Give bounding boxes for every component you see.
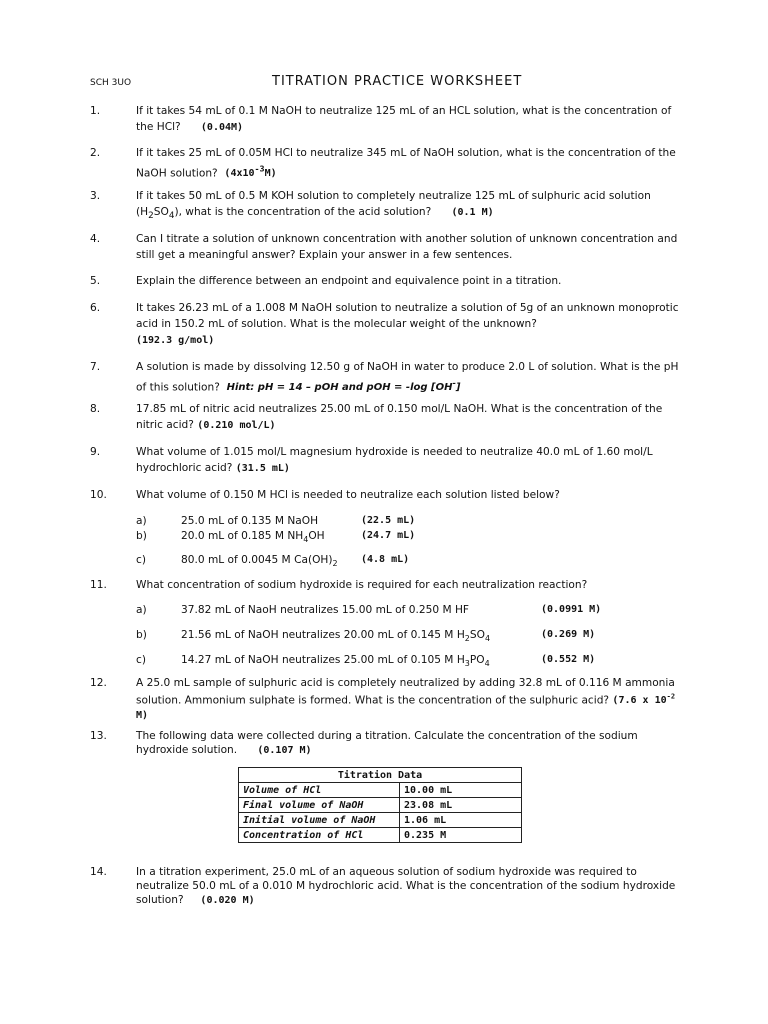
answer: (31.5 mL) <box>235 463 290 474</box>
question-3 <box>90 188 680 224</box>
worksheet-page: SCH 3UO TITRATION PRACTICE WORKSHEET 1. If it takes 54 mL of 0.1 M NaOH to neutralize 125 mL of an HCL solution, what is the concentration of the HCl? (0.04M) 2. If it takes 25 mL of 0.05M HCl to neutralize 345 mL of NaOH solution, what is the concentration of the NaOH solution? $(4x10^{-3}M)$ 3. If it takes 50 mL of 0.5 M KOH solution to completely neutralize 125 mL of sulphuric acid solution $(H_2SO_4)$, what is the concentration of the acid solution? (0.1 M) 4. Can I titrate a solution of unknown concentration with another solution of unknown concentration and still get a meaningful answer? Explain your answer in a few sentences. 5. Explain the difference between an endpoint and equivalence point in a titration. 6. It takes 26.23 mL of a 1.008 M NaOH solution to neutralize a solution of 5g of an unknown monoprotic acid in 150.2 mL of solution. What is the molecular weight of the unknown? (192.3 g/mol) 7. A solution is made by dissolving 12.50 g of NaOH in water to produce 2.0 L of solution. What is the pH of this solution? Hint: pH = 14 – pOH and pOH = -log [OH-] 8. 17.85 mL of nitric acid neutralizes 25.00 mL of 0.150 mol/L NaOH. What is the concentration of the nitric acid? (0.210 mol/L) 9. What volume of 1.015 mol/L magnesium hydroxide is needed to neutralize 40.0 mL of 1.60 mol/L hydrochloric acid? (31.5 mL) 10. What volume of 0.150 M HCl is needed to neutralize each solution listed below? a) 25.0 mL of 0.135 M NaOH (22.5 mL) b) 20.0 mL of 0.185 M $NH_4OH$ (24.7 mL) c) 80.0 mL of 0.0045 M $Ca(OH)_2$ (4.8 mL) 11. What concentration of sodium hydroxide is required for each neutralization reaction? a) 37.82 mL of NaoH neutralizes 15.00 mL of 0.250 M HF (0.0991 M) b) 21.56 mL of NaOH neutralizes 20.00 mL of 0.145 M $H_2SO_4$ (0.269 M) c) 14.27 mL of NaOH neutralizes 25.00 mL of 0.105 M $H_3PO_4$ (0.552 M) 12. A 25.0 mL sample of sulphuric acid is completely neutralized by adding 32.8 mL of 0.116 M ammonia solution. Ammonium sulphate is formed. What is the concentration of the sulphuric acid? (7.6 x $10^{-2}$ M) 13. The following data were collected during a titration. Calculate the concentration of the sodium hydroxide solution. (0.107 M) Titration Data Volume of HCl 10.00 mL Final volume of NaOH 23.08 mL Initial volume of NaOH 1.06 mL Concentration of HCl 0.235 M 14. In a titration experiment, 25.0 mL of an aqueous solution of sodium hydroxide was required to neutralize 50.0 mL of a 0.010 M hydrochloric acid. What is the concentration of the sodium hydroxide solution? (0.020 M) <box>90 74 679 906</box>
answer: (22.5 mL) <box>361 515 416 526</box>
question-10 <box>90 487 680 503</box>
question-number: 4. <box>90 233 101 245</box>
question-text: The following data were collected during a titration. Calculate the concentration of the sodium hydroxide solution. <box>136 730 638 756</box>
question-text: In a titration experiment, 25.0 mL of an aqueous solution of sodium hydroxide was required to neutralize 50.0 mL of a 0.010 M hydrochloric acid. What is the concentration of the sodium hydroxide solution? <box>136 866 676 906</box>
question-7 <box>90 359 680 396</box>
question-number: 3. <box>90 190 101 202</box>
question-4 <box>90 231 680 263</box>
question-number: 11. <box>90 579 107 591</box>
question-number: 14. <box>90 866 107 878</box>
question-number: 1. <box>90 105 101 117</box>
question-text: Explain the difference between an endpoint and equivalence point in a titration. <box>136 275 562 287</box>
table-row: Final volume of NaOH 23.08 mL <box>239 798 522 813</box>
question-number: 6. <box>90 302 101 314</box>
hint: Hint: pH = 14 – pOH and pOH = -log [OH-] <box>226 378 461 394</box>
answer: (24.7 mL) <box>361 530 416 541</box>
question-text: A solution is made by dissolving 12.50 g of NaOH in water to produce 2.0 L of solution. What is the pH of this solution? <box>136 361 679 394</box>
question-6 <box>90 300 680 349</box>
question-11 <box>90 577 680 593</box>
question-8 <box>90 401 680 434</box>
answer: (192.3 g/mol) <box>136 335 215 346</box>
question-text: What volume of 1.015 mol/L magnesium hydroxide is needed to neutralize 40.0 mL of 1.60 mol/L hydrochloric acid? <box>136 446 653 474</box>
question-number: 5. <box>90 275 101 287</box>
titration-data-table <box>238 767 522 843</box>
question-14 <box>90 865 680 908</box>
question-text: 17.85 mL of nitric acid neutralizes 25.00 mL of 0.150 mol/L NaOH. What is the concentration of the nitric acid? <box>136 403 663 431</box>
question-text: A 25.0 mL sample of sulphuric acid is completely neutralized by adding 32.8 mL of 0.116 M ammonia solution. Ammonium sulphate is formed. What is the concentration of the sulphuric acid? <box>136 677 675 707</box>
question-number: 9. <box>90 446 101 458</box>
answer: (0.269 M) <box>541 629 596 640</box>
question-13 <box>90 729 680 758</box>
question-number: 10. <box>90 489 107 501</box>
course-code: SCH 3UO <box>90 78 132 88</box>
table-row: Concentration of HCl 0.235 M <box>239 828 522 843</box>
answer: (0.0991 M) <box>541 604 602 615</box>
answer: (0.107 M) <box>257 745 312 756</box>
question-number: 8. <box>90 403 101 415</box>
question-12 <box>90 676 680 723</box>
question-text: Can I titrate a solution of unknown concentration with another solution of unknown concentration and still get a meaningful answer? Explain your answer in a few sentences. <box>136 233 678 261</box>
question-text: What volume of 0.150 M HCl is needed to neutralize each solution listed below? <box>136 489 560 501</box>
question-1 <box>90 103 680 136</box>
table-row: Volume of HCl 10.00 mL <box>239 783 522 798</box>
question-5 <box>90 273 680 289</box>
question-number: 2. <box>90 147 101 159</box>
question-text: It takes 26.23 mL of a 1.008 M NaOH solution to neutralize a solution of 5g of an unknown monoprotic acid in 150.2 mL of solution. What is the molecular weight of the unknown? <box>136 302 679 330</box>
answer: $(4x10^{-3}M)$ <box>224 164 277 180</box>
question-text: If it takes 25 mL of 0.05M HCl to neutralize 345 mL of NaOH solution, what is the concentration of the NaOH solution? <box>136 147 676 180</box>
answer: (4.8 mL) <box>361 554 410 565</box>
question-text: If it takes 54 mL of 0.1 M NaOH to neutralize 125 mL of an HCL solution, what is the concentration of the HCl? <box>136 105 672 133</box>
question-number: 12. <box>90 677 107 689</box>
question-2 <box>90 145 680 182</box>
table-title: Titration Data <box>239 768 522 783</box>
answer: (0.210 mol/L) <box>197 420 276 431</box>
answer: (0.552 M) <box>541 654 596 665</box>
question-number: 13. <box>90 730 107 742</box>
answer: (0.04M) <box>200 122 244 133</box>
question-text: What concentration of sodium hydroxide is required for each neutralization reaction? <box>136 579 588 591</box>
table-row: Initial volume of NaOH 1.06 mL <box>239 813 522 828</box>
question-9 <box>90 444 680 477</box>
question-number: 7. <box>90 361 101 373</box>
question-text: If it takes 50 mL of 0.5 M KOH solution to completely neutralize 125 mL of sulphuric acid solution $(H_2SO_4)$, what is the concentration of the acid solution? (0.1 M) <box>136 190 651 222</box>
page-title: TITRATION PRACTICE WORKSHEET <box>272 74 523 89</box>
answer: (0.1 M) <box>451 207 494 218</box>
answer: (0.020 M) <box>200 895 255 906</box>
answer: (7.6 x $10^{-2}$ M) <box>136 693 676 722</box>
